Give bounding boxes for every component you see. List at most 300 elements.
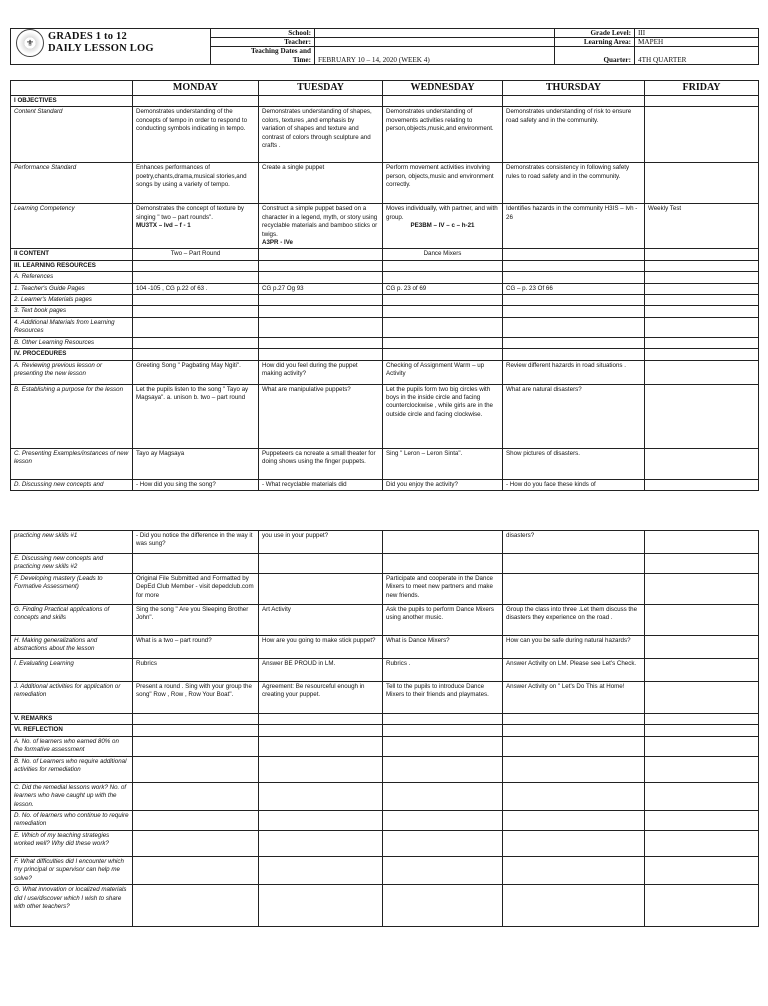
cell-text: Group the class into three .Let them discuss the disasters they experience on the road . [506, 606, 638, 622]
cell-friday[interactable] [645, 337, 759, 348]
row-label: E. Which of my teaching strategies worked well? Why did these work? [11, 831, 133, 857]
cell-monday[interactable] [133, 782, 259, 810]
day-header-thursday: THURSDAY [503, 81, 645, 96]
table-row [11, 107, 759, 163]
day-header-friday: FRIDAY [645, 81, 759, 96]
cell-thursday[interactable] [503, 96, 645, 107]
row-label: II CONTENT [11, 249, 133, 260]
day-header-row [11, 81, 759, 96]
cell-tuesday[interactable] [259, 725, 383, 736]
cell-monday[interactable] [133, 337, 259, 348]
cell-wednesday[interactable] [383, 337, 503, 348]
cell-tuesday[interactable] [259, 349, 383, 360]
cell-tuesday[interactable] [259, 360, 383, 384]
row-label: A. References [11, 272, 133, 283]
competency-code: A3PR - IVe [262, 239, 293, 247]
cell-monday[interactable] [133, 295, 259, 306]
cell-friday[interactable] [645, 317, 759, 337]
school-value[interactable] [315, 29, 555, 38]
cell-thursday[interactable] [503, 714, 645, 725]
cell-monday[interactable] [133, 317, 259, 337]
cell-text: CG p. 23 of 69 [386, 284, 427, 292]
table-row [11, 163, 759, 204]
table-row [11, 295, 759, 306]
cell-thursday[interactable] [503, 349, 645, 360]
cell-tuesday[interactable] [259, 885, 383, 927]
cell-tuesday[interactable] [259, 811, 383, 831]
cell-thursday[interactable] [503, 204, 645, 249]
day-header-monday: MONDAY [133, 81, 259, 96]
cell-friday[interactable] [645, 554, 759, 574]
cell-thursday[interactable] [503, 283, 645, 294]
cell-wednesday[interactable] [383, 682, 503, 714]
logo-block [11, 29, 211, 65]
cell-thursday[interactable] [503, 317, 645, 337]
cell-monday[interactable] [133, 306, 259, 317]
cell-tuesday[interactable] [259, 163, 383, 204]
cell-text: CG p.27 Og 93 [262, 284, 304, 292]
school-label: School: [211, 29, 315, 38]
table-row [11, 349, 759, 360]
cell-friday[interactable] [645, 714, 759, 725]
cell-thursday[interactable] [503, 295, 645, 306]
cell-thursday[interactable] [503, 831, 645, 857]
cell-monday[interactable] [133, 163, 259, 204]
cell-text: Enhances performances of poetry,chants,drama,musical stories,and songs by using a variety of tempo. [136, 164, 247, 189]
cell-friday[interactable] [645, 725, 759, 736]
cell-friday[interactable] [645, 249, 759, 260]
cell-monday[interactable] [133, 283, 259, 294]
cell-monday[interactable] [133, 811, 259, 831]
table-row [11, 272, 759, 283]
cell-text: Weekly Test [648, 205, 682, 213]
cell-text: Answer Activity on " Let's Do This at Home! [506, 683, 625, 690]
row-label: 2. Learner's Materials pages [11, 295, 133, 306]
cell-text: Demonstrates understanding of the concepts of tempo in order to respond to conducting symbols indicating in tempo. [136, 108, 248, 133]
dates-label-2: Time: [211, 56, 315, 65]
table-row [11, 531, 759, 554]
cell-friday[interactable] [645, 782, 759, 810]
row-label: C. Did the remedial lessons work? No. of learners who have caught up with the lesson. [11, 782, 133, 810]
cell-friday[interactable] [645, 756, 759, 782]
cell-thursday[interactable] [503, 885, 645, 927]
cell-text: Present a round . Sing with your group the song" Row , Row , Row Your Boat". [136, 683, 252, 699]
cell-monday[interactable] [133, 605, 259, 636]
cell-wednesday[interactable] [383, 636, 503, 659]
table-row [11, 574, 759, 605]
table-row [11, 384, 759, 448]
table-row [11, 811, 759, 831]
cell-tuesday[interactable] [259, 479, 383, 490]
quarter-label: Quarter: [555, 47, 635, 65]
page-2 [0, 530, 768, 1006]
cell-thursday[interactable] [503, 107, 645, 163]
cell-tuesday[interactable] [259, 682, 383, 714]
cell-tuesday[interactable] [259, 295, 383, 306]
cell-text: Let the pupils listen to the song " Tayo ay Magsaya". a. unison b. two – part round [136, 385, 249, 401]
cell-wednesday[interactable] [383, 756, 503, 782]
row-label: A. Reviewing previous lesson or presenting the new lesson [11, 360, 133, 384]
cell-wednesday[interactable] [383, 782, 503, 810]
cell-friday[interactable] [645, 736, 759, 756]
table-row [11, 857, 759, 885]
cell-friday[interactable] [645, 360, 759, 384]
cell-monday[interactable] [133, 554, 259, 574]
cell-friday[interactable] [645, 204, 759, 249]
page-1 [0, 0, 768, 500]
row-label: G. Finding Practical applications of concepts and skills [11, 605, 133, 636]
day-header-tuesday: TUESDAY [259, 81, 383, 96]
table-row [11, 554, 759, 574]
grade-value[interactable]: III [635, 29, 759, 38]
lesson-table-page-2 [10, 530, 759, 927]
logo-line-1: GRADES 1 to 12 [48, 31, 127, 42]
cell-wednesday[interactable] [383, 574, 503, 605]
cell-wednesday[interactable] [383, 725, 503, 736]
cell-thursday[interactable] [503, 857, 645, 885]
cell-friday[interactable] [645, 636, 759, 659]
cell-thursday[interactable] [503, 272, 645, 283]
table-row [11, 337, 759, 348]
cell-tuesday[interactable] [259, 782, 383, 810]
cell-tuesday[interactable] [259, 574, 383, 605]
cell-friday[interactable] [645, 831, 759, 857]
cell-friday[interactable] [645, 272, 759, 283]
cell-friday[interactable] [645, 811, 759, 831]
cell-text: Tayo ay Magsaya [136, 449, 185, 457]
cell-text: How can you be safe during natural hazards? [506, 637, 631, 644]
cell-friday[interactable] [645, 107, 759, 163]
row-label: B. No. of Learners who require additional activities for remediation [11, 756, 133, 782]
cell-thursday[interactable] [503, 163, 645, 204]
deped-seal-icon: ⚜ [16, 29, 44, 57]
cell-text: Did you enjoy the activity? [386, 480, 458, 488]
teacher-value[interactable] [315, 38, 555, 47]
cell-wednesday[interactable] [383, 96, 503, 107]
cell-tuesday[interactable] [259, 554, 383, 574]
cell-monday[interactable] [133, 857, 259, 885]
cell-friday[interactable] [645, 605, 759, 636]
row-label: D. Discussing new concepts and [11, 479, 133, 490]
cell-text: Construct a simple puppet based on a character in a legend, myth, or story using recyclable materials and bamboo sticks or twigs. [262, 205, 378, 238]
table-row [11, 682, 759, 714]
cell-thursday[interactable] [503, 448, 645, 479]
cell-tuesday[interactable] [259, 736, 383, 756]
row-label: VI. REFLECTION [11, 725, 133, 736]
cell-thursday[interactable] [503, 249, 645, 260]
cell-monday[interactable] [133, 831, 259, 857]
row-label: D. No. of learners who continue to require remediation [11, 811, 133, 831]
row-label: C. Presenting Examples/instances of new lesson [11, 448, 133, 479]
cell-monday[interactable] [133, 204, 259, 249]
cell-wednesday[interactable] [383, 317, 503, 337]
cell-text: Puppeteers ca ncreate a small theater for doing shows using the finger puppets. [262, 449, 376, 465]
cell-monday[interactable] [133, 107, 259, 163]
table-row [11, 317, 759, 337]
cell-friday[interactable] [645, 384, 759, 448]
cell-thursday[interactable] [503, 782, 645, 810]
table-row [11, 96, 759, 107]
cell-text: How are you going to make stick puppet? [262, 637, 376, 644]
cell-monday[interactable] [133, 736, 259, 756]
grade-label: Grade Level: [555, 29, 635, 38]
cell-wednesday[interactable] [383, 163, 503, 204]
cell-text: What are manipulative puppets? [262, 385, 351, 393]
cell-friday[interactable] [645, 682, 759, 714]
row-label: B. Other Learning Resources [11, 337, 133, 348]
cell-wednesday[interactable] [383, 272, 503, 283]
cell-tuesday[interactable] [259, 857, 383, 885]
cell-text: Let the pupils form two big circles with boys in the inside circle and facing counterclockwise , while girls are in the outside circle and facing clockwise. [386, 385, 493, 418]
cell-wednesday[interactable] [383, 659, 503, 682]
cell-monday[interactable] [133, 659, 259, 682]
cell-monday[interactable] [133, 249, 259, 260]
cell-friday[interactable] [645, 531, 759, 554]
cell-thursday[interactable] [503, 554, 645, 574]
cell-text: Art Activity [262, 606, 291, 613]
cell-text: Ask the pupils to perform Dance Mixers using another music. [386, 606, 494, 622]
cell-friday[interactable] [645, 574, 759, 605]
cell-thursday[interactable] [503, 260, 645, 271]
cell-wednesday[interactable] [383, 531, 503, 554]
table-row [11, 360, 759, 384]
cell-wednesday[interactable] [383, 479, 503, 490]
cell-text: Sing the song " Are you Sleeping Brother John". [136, 606, 249, 622]
teacher-label: Teacher: [211, 38, 315, 47]
table-row [11, 306, 759, 317]
cell-thursday[interactable] [503, 337, 645, 348]
cell-monday[interactable] [133, 448, 259, 479]
row-label: V. REMARKS [11, 714, 133, 725]
row-label: 4. Additional Materials from Learning Resources [11, 317, 133, 337]
dates-label-1: Teaching Dates and [211, 47, 315, 56]
cell-monday[interactable] [133, 349, 259, 360]
cell-friday[interactable] [645, 295, 759, 306]
table-row [11, 714, 759, 725]
cell-tuesday[interactable] [259, 714, 383, 725]
cell-thursday[interactable] [503, 306, 645, 317]
cell-wednesday[interactable] [383, 283, 503, 294]
cell-friday[interactable] [645, 479, 759, 490]
table-row [11, 736, 759, 756]
cell-thursday[interactable] [503, 605, 645, 636]
table-row [11, 756, 759, 782]
row-label: F. What difficulties did I encounter which my principal or supervisor can help me solve? [11, 857, 133, 885]
cell-monday[interactable] [133, 479, 259, 490]
cell-monday[interactable] [133, 885, 259, 927]
cell-friday[interactable] [645, 163, 759, 204]
cell-thursday[interactable] [503, 756, 645, 782]
cell-text: What is a two – part round? [136, 637, 212, 644]
cell-thursday[interactable] [503, 811, 645, 831]
row-label: practicing new skills #1 [11, 531, 133, 554]
cell-tuesday[interactable] [259, 260, 383, 271]
table-row [11, 831, 759, 857]
cell-monday[interactable] [133, 96, 259, 107]
header-table [10, 28, 759, 65]
row-label: A. No. of learners who earned 80% on the formative assessment [11, 736, 133, 756]
cell-text: How did you feel during the puppet making activity? [262, 361, 358, 377]
cell-friday[interactable] [645, 283, 759, 294]
cell-text: Two – Part Round [170, 250, 221, 258]
cell-tuesday[interactable] [259, 107, 383, 163]
row-label: Performance Standard [11, 163, 133, 204]
cell-tuesday[interactable] [259, 605, 383, 636]
table-row [11, 885, 759, 927]
cell-wednesday[interactable] [383, 295, 503, 306]
cell-monday[interactable] [133, 384, 259, 448]
cell-wednesday[interactable] [383, 349, 503, 360]
cell-thursday[interactable] [503, 384, 645, 448]
cell-text: Create a single puppet [262, 164, 325, 172]
cell-tuesday[interactable] [259, 306, 383, 317]
cell-text: Show pictures of disasters. [506, 449, 580, 457]
table-row [11, 204, 759, 249]
cell-thursday[interactable] [503, 531, 645, 554]
cell-monday[interactable] [133, 714, 259, 725]
cell-wednesday[interactable] [383, 306, 503, 317]
cell-monday[interactable] [133, 682, 259, 714]
cell-tuesday[interactable] [259, 531, 383, 554]
cell-wednesday[interactable] [383, 384, 503, 448]
cell-text: Checking of Assignment Warm – up Activity [386, 361, 485, 377]
competency-code: MU3TX – Ivd – f - 1 [136, 222, 191, 230]
cell-thursday[interactable] [503, 682, 645, 714]
cell-tuesday[interactable] [259, 448, 383, 479]
cell-text: Original File Submitted and Formatted by DepEd Club Member - visit depedclub.com for more [136, 575, 254, 599]
cell-thursday[interactable] [503, 479, 645, 490]
area-value[interactable]: MAPEH [635, 38, 759, 47]
cell-monday[interactable] [133, 756, 259, 782]
table-row [11, 249, 759, 260]
cell-text: - Did you notice the difference in the way it was sung? [136, 532, 253, 548]
cell-text: Demonstrates understanding of movements activities relating to person,objects,music,and environment. [386, 108, 494, 133]
table-row [11, 659, 759, 682]
cell-tuesday[interactable] [259, 283, 383, 294]
dates-value[interactable]: FEBRUARY 10 – 14, 2020 (WEEK 4) [315, 47, 555, 65]
cell-tuesday[interactable] [259, 272, 383, 283]
cell-text: Answer BE PROUD in LM. [262, 660, 336, 667]
table-row [11, 725, 759, 736]
cell-wednesday[interactable] [383, 249, 503, 260]
row-label: F. Developing mastery (Leads to Formative Assessment) [11, 574, 133, 605]
cell-tuesday[interactable] [259, 337, 383, 348]
lesson-table-page-1 [10, 80, 759, 491]
cell-text: Perform movement activities involving person, objects,music and environment correctly. [386, 164, 494, 189]
cell-text: Dance Mixers [423, 250, 462, 258]
row-label: III. LEARNING RESOURCES [11, 260, 133, 271]
cell-monday[interactable] [133, 725, 259, 736]
cell-text: - How do you face these kinds of [506, 480, 596, 488]
cell-tuesday[interactable] [259, 204, 383, 249]
cell-text: Moves individually, with partner, and with group. [386, 205, 498, 221]
row-label: Learning Competency [11, 204, 133, 249]
cell-wednesday[interactable] [383, 857, 503, 885]
cell-friday[interactable] [645, 349, 759, 360]
table-row [11, 479, 759, 490]
row-label: E. Discussing new concepts and practicing new skills #2 [11, 554, 133, 574]
cell-thursday[interactable] [503, 636, 645, 659]
row-label: I OBJECTIVES [11, 96, 133, 107]
cell-text: Rubrics [136, 660, 157, 667]
cell-tuesday[interactable] [259, 756, 383, 782]
cell-text: What is Dance Mixers? [386, 637, 450, 644]
cell-monday[interactable] [133, 574, 259, 605]
row-label: 3. Text book pages [11, 306, 133, 317]
row-label: 1. Teacher's Guide Pages [11, 283, 133, 294]
cell-wednesday[interactable] [383, 885, 503, 927]
cell-wednesday[interactable] [383, 554, 503, 574]
cell-text: CG – p. 23 Of 66 [506, 284, 553, 292]
area-label: Learning Area: [555, 38, 635, 47]
day-header-blank [11, 81, 133, 96]
cell-wednesday[interactable] [383, 714, 503, 725]
cell-text: 104 -105 , CG p.22 of 63 . [136, 284, 208, 292]
cell-text: Participate and cooperate in the Dance Mixers to meet new partners and make new friends. [386, 575, 493, 599]
cell-wednesday[interactable] [383, 204, 503, 249]
cell-tuesday[interactable] [259, 636, 383, 659]
cell-text: you use in your puppet? [262, 532, 329, 539]
cell-tuesday[interactable] [259, 831, 383, 857]
day-header-wednesday: WEDNESDAY [383, 81, 503, 96]
quarter-value[interactable]: 4TH QUARTER [635, 47, 759, 65]
competency-code: PE3BM – IV – c – h-21 [410, 222, 475, 230]
cell-monday[interactable] [133, 531, 259, 554]
cell-wednesday[interactable] [383, 811, 503, 831]
cell-friday[interactable] [645, 96, 759, 107]
cell-wednesday[interactable] [383, 260, 503, 271]
cell-tuesday[interactable] [259, 96, 383, 107]
cell-wednesday[interactable] [383, 736, 503, 756]
cell-monday[interactable] [133, 272, 259, 283]
cell-friday[interactable] [645, 885, 759, 927]
cell-friday[interactable] [645, 857, 759, 885]
cell-thursday[interactable] [503, 574, 645, 605]
cell-wednesday[interactable] [383, 448, 503, 479]
cell-thursday[interactable] [503, 725, 645, 736]
cell-wednesday[interactable] [383, 107, 503, 163]
cell-friday[interactable] [645, 260, 759, 271]
cell-friday[interactable] [645, 448, 759, 479]
cell-wednesday[interactable] [383, 360, 503, 384]
cell-text: Review different hazards in road situations . [506, 361, 626, 369]
row-label: B. Establishing a purpose for the lesson [11, 384, 133, 448]
table-row [11, 283, 759, 294]
cell-text: What are natural disasters? [506, 385, 582, 393]
cell-thursday[interactable] [503, 736, 645, 756]
cell-monday[interactable] [133, 636, 259, 659]
cell-wednesday[interactable] [383, 605, 503, 636]
cell-monday[interactable] [133, 260, 259, 271]
cell-thursday[interactable] [503, 360, 645, 384]
cell-tuesday[interactable] [259, 659, 383, 682]
cell-tuesday[interactable] [259, 384, 383, 448]
cell-friday[interactable] [645, 306, 759, 317]
cell-text: Demonstrates the concept of texture by singing " two – part rounds". [136, 205, 244, 221]
table-row [11, 260, 759, 271]
cell-tuesday[interactable] [259, 317, 383, 337]
row-label: H. Making generalizations and abstractions about the lesson [11, 636, 133, 659]
cell-text: Demonstrates consistency in following safety rules to road safety and in the community. [506, 164, 630, 180]
cell-text: Sing " Leron – Leron Sinta". [386, 449, 463, 457]
cell-text: Greeting Song " Pagbating May Ngiti". [136, 361, 241, 369]
cell-thursday[interactable] [503, 659, 645, 682]
cell-monday[interactable] [133, 360, 259, 384]
row-label: J. Additional activities for application or remediation [11, 682, 133, 714]
cell-wednesday[interactable] [383, 831, 503, 857]
cell-tuesday[interactable] [259, 249, 383, 260]
cell-friday[interactable] [645, 659, 759, 682]
